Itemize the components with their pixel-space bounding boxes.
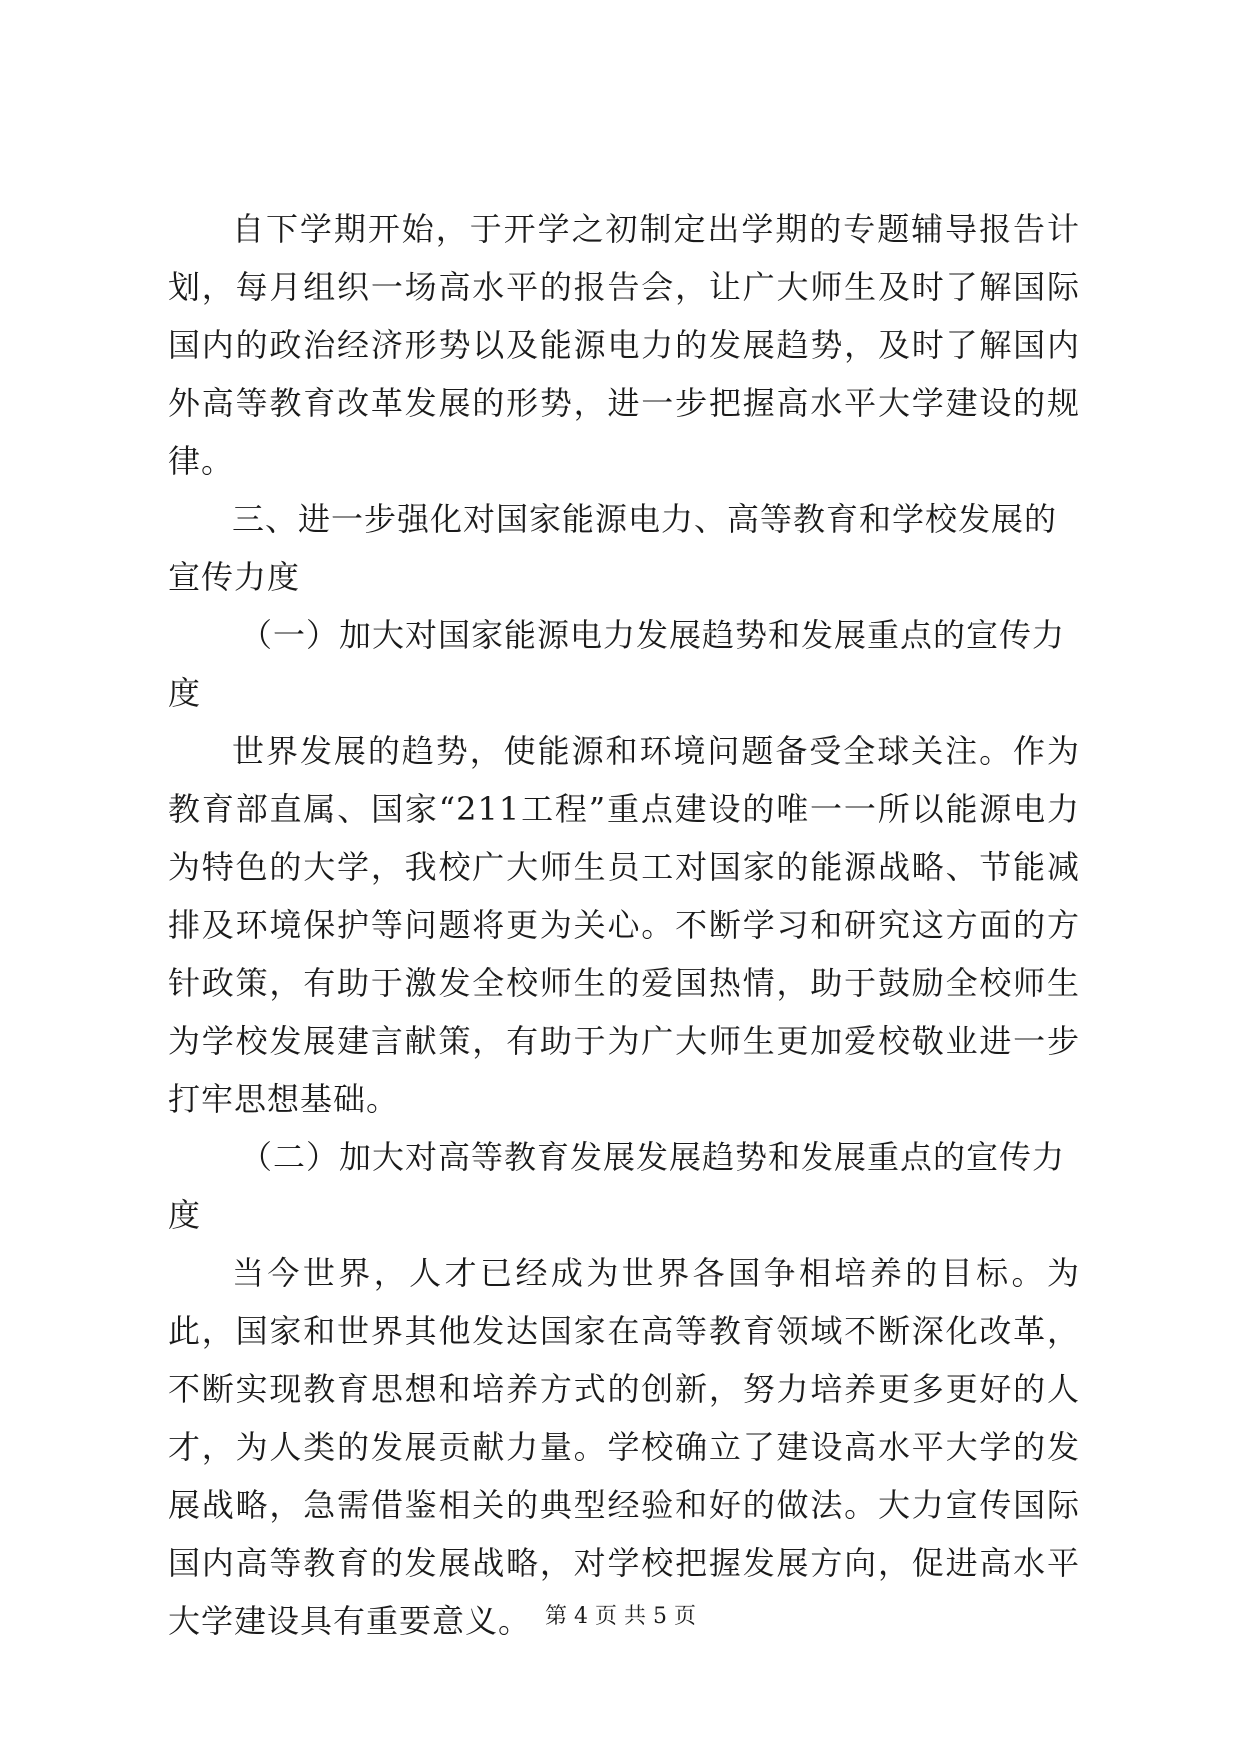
- subsection-heading-one: （一）加大对国家能源电力发展趋势和发展重点的宣传力度: [168, 616, 1066, 712]
- paragraph-higher-education: 当今世界，人才已经成为世界各国争相培养的目标。为此，国家和世界其他发达国家在高等教育领域不断深化改革，不断实现教育思想和培养方式的创新，努力培养更多更好的人才，为人类的发展贡献力量。学校确立了建设高水平大学的发展战略，急需借鉴相关的典型经验和好的做法。大力宣传国际国内高等教育的发展战略，对学校把握发展方向，促进高水平大学建设具有重要意义。: [168, 1254, 1080, 1640]
- subsection-heading-two: （二）加大对高等教育发展发展趋势和发展重点的宣传力度: [168, 1138, 1066, 1234]
- section-heading-three: 三、进一步强化对国家能源电力、高等教育和学校发展的宣传力度: [168, 500, 1058, 596]
- document-body: [168, 200, 1080, 1650]
- paragraph-energy-trends: 世界发展的趋势，使能源和环境问题备受全球关注。作为教育部直属、国家“211工程”重点建设的唯一一所以能源电力为特色的大学，我校广大师生员工对国家的能源战略、节能减排及环境保护等问题将更为关心。不断学习和研究这方面的方针政策，有助于激发全校师生的爱国热情，助于鼓励全校师生为学校发展建言献策，有助于为广大师生更加爱校敬业进一步打牢思想基础。: [168, 732, 1080, 1118]
- page-number-footer: 第 4 页 共 5 页: [545, 1604, 696, 1629]
- paragraph-report-plan: 自下学期开始，于开学之初制定出学期的专题辅导报告计划，每月组织一场高水平的报告会，让广大师生及时了解国际国内的政治经济形势以及能源电力的发展趋势，及时了解国内外高等教育改革发展的形势，进一步把握高水平大学建设的规律。: [168, 210, 1080, 480]
